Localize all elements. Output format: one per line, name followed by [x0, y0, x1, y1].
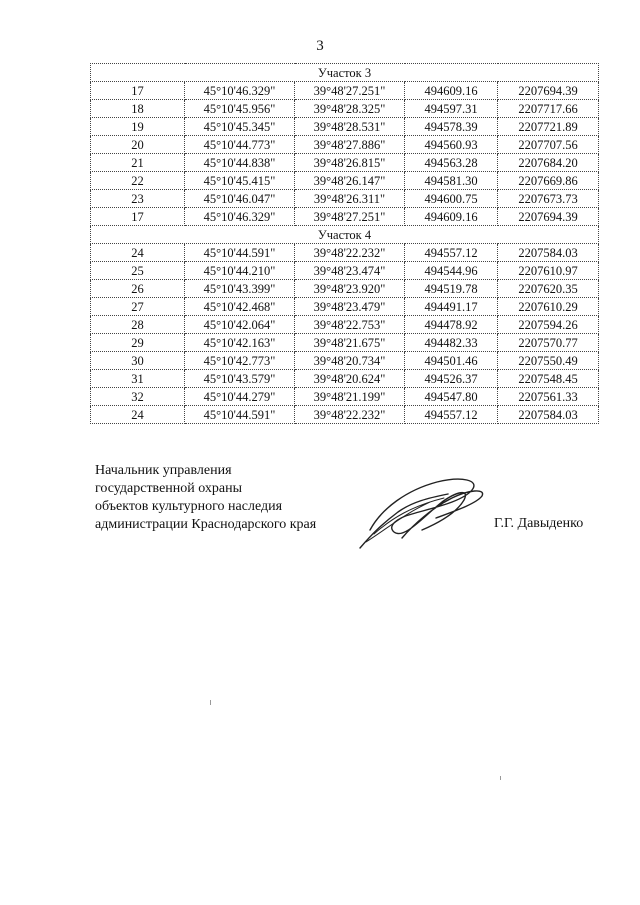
latitude-cell: 45°10'44.279" — [185, 388, 295, 406]
point-number-cell: 20 — [91, 136, 185, 154]
x-coordinate-cell: 494482.33 — [405, 334, 498, 352]
longitude-cell: 39°48'20.624" — [295, 370, 405, 388]
table-row — [91, 208, 599, 226]
y-coordinate-cell: 2207561.33 — [498, 388, 599, 406]
longitude-cell: 39°48'22.753" — [295, 316, 405, 334]
longitude-cell: 39°48'26.147" — [295, 172, 405, 190]
y-coordinate-cell: 2207707.56 — [498, 136, 599, 154]
latitude-cell: 45°10'44.773" — [185, 136, 295, 154]
longitude-cell: 39°48'27.251" — [295, 208, 405, 226]
page-number: 3 — [316, 38, 324, 54]
y-coordinate-cell: 2207721.89 — [498, 118, 599, 136]
table-row — [91, 352, 599, 370]
point-number-cell: 18 — [91, 100, 185, 118]
section-title: Участок 3 — [91, 64, 599, 82]
handwritten-signature — [352, 468, 492, 558]
y-coordinate-cell: 2207694.39 — [498, 208, 599, 226]
latitude-cell: 45°10'42.064" — [185, 316, 295, 334]
table-row — [91, 316, 599, 334]
longitude-cell: 39°48'22.232" — [295, 406, 405, 424]
table-row — [91, 244, 599, 262]
longitude-cell: 39°48'23.474" — [295, 262, 405, 280]
x-coordinate-cell: 494557.12 — [405, 406, 498, 424]
x-coordinate-cell: 494560.93 — [405, 136, 498, 154]
longitude-cell: 39°48'23.479" — [295, 298, 405, 316]
y-coordinate-cell: 2207594.26 — [498, 316, 599, 334]
latitude-cell: 45°10'44.591" — [185, 244, 295, 262]
section-header-row — [91, 64, 599, 82]
table-row — [91, 406, 599, 424]
x-coordinate-cell: 494547.80 — [405, 388, 498, 406]
position-line: Начальник управления — [95, 463, 232, 478]
longitude-cell: 39°48'22.232" — [295, 244, 405, 262]
y-coordinate-cell: 2207610.29 — [498, 298, 599, 316]
latitude-cell: 45°10'44.838" — [185, 154, 295, 172]
position-line: объектов культурного наследия — [95, 499, 283, 514]
latitude-cell: 45°10'46.329" — [185, 208, 295, 226]
y-coordinate-cell: 2207669.86 — [498, 172, 599, 190]
point-number-cell: 31 — [91, 370, 185, 388]
longitude-cell: 39°48'20.734" — [295, 352, 405, 370]
x-coordinate-cell: 494557.12 — [405, 244, 498, 262]
point-number-cell: 29 — [91, 334, 185, 352]
point-number-cell: 25 — [91, 262, 185, 280]
latitude-cell: 45°10'42.468" — [185, 298, 295, 316]
x-coordinate-cell: 494563.28 — [405, 154, 498, 172]
latitude-cell: 45°10'45.415" — [185, 172, 295, 190]
y-coordinate-cell: 2207610.97 — [498, 262, 599, 280]
x-coordinate-cell: 494597.31 — [405, 100, 498, 118]
table-row — [91, 190, 599, 208]
longitude-cell: 39°48'28.531" — [295, 118, 405, 136]
table-row — [91, 280, 599, 298]
x-coordinate-cell: 494491.17 — [405, 298, 498, 316]
longitude-cell: 39°48'27.251" — [295, 82, 405, 100]
x-coordinate-cell: 494501.46 — [405, 352, 498, 370]
point-number-cell: 22 — [91, 172, 185, 190]
x-coordinate-cell: 494609.16 — [405, 82, 498, 100]
latitude-cell: 45°10'42.163" — [185, 334, 295, 352]
point-number-cell: 23 — [91, 190, 185, 208]
coordinates-table — [90, 63, 599, 424]
latitude-cell: 45°10'46.047" — [185, 190, 295, 208]
longitude-cell: 39°48'26.815" — [295, 154, 405, 172]
latitude-cell: 45°10'45.345" — [185, 118, 295, 136]
longitude-cell: 39°48'28.325" — [295, 100, 405, 118]
signer-name: Г.Г. Давыденко — [494, 516, 584, 531]
y-coordinate-cell: 2207694.39 — [498, 82, 599, 100]
y-coordinate-cell: 2207684.20 — [498, 154, 599, 172]
position-line: администрации Краснодарского края — [95, 517, 317, 532]
point-number-cell: 24 — [91, 244, 185, 262]
table-row — [91, 388, 599, 406]
latitude-cell: 45°10'42.773" — [185, 352, 295, 370]
x-coordinate-cell: 494544.96 — [405, 262, 498, 280]
point-number-cell: 17 — [91, 208, 185, 226]
point-number-cell: 26 — [91, 280, 185, 298]
table-row — [91, 100, 599, 118]
y-coordinate-cell: 2207673.73 — [498, 190, 599, 208]
point-number-cell: 32 — [91, 388, 185, 406]
point-number-cell: 17 — [91, 82, 185, 100]
section-title: Участок 4 — [91, 226, 599, 244]
table-row — [91, 82, 599, 100]
y-coordinate-cell: 2207550.49 — [498, 352, 599, 370]
table-row — [91, 334, 599, 352]
longitude-cell: 39°48'23.920" — [295, 280, 405, 298]
y-coordinate-cell: 2207584.03 — [498, 244, 599, 262]
x-coordinate-cell: 494578.39 — [405, 118, 498, 136]
table-row — [91, 154, 599, 172]
longitude-cell: 39°48'26.311" — [295, 190, 405, 208]
x-coordinate-cell: 494478.92 — [405, 316, 498, 334]
table-row — [91, 118, 599, 136]
latitude-cell: 45°10'43.579" — [185, 370, 295, 388]
table-row — [91, 298, 599, 316]
longitude-cell: 39°48'27.886" — [295, 136, 405, 154]
y-coordinate-cell: 2207717.66 — [498, 100, 599, 118]
table-row — [91, 262, 599, 280]
y-coordinate-cell: 2207570.77 — [498, 334, 599, 352]
table-row — [91, 370, 599, 388]
signatory-position — [95, 462, 316, 534]
x-coordinate-cell: 494519.78 — [405, 280, 498, 298]
point-number-cell: 27 — [91, 298, 185, 316]
position-line: государственной охраны — [95, 481, 243, 496]
point-number-cell: 24 — [91, 406, 185, 424]
scan-speck — [210, 700, 211, 705]
y-coordinate-cell: 2207548.45 — [498, 370, 599, 388]
section-header-row — [91, 226, 599, 244]
scan-speck — [500, 776, 501, 780]
x-coordinate-cell: 494609.16 — [405, 208, 498, 226]
longitude-cell: 39°48'21.675" — [295, 334, 405, 352]
x-coordinate-cell: 494581.30 — [405, 172, 498, 190]
coordinates-table-body — [91, 64, 599, 424]
point-number-cell: 21 — [91, 154, 185, 172]
table-row — [91, 172, 599, 190]
x-coordinate-cell: 494526.37 — [405, 370, 498, 388]
latitude-cell: 45°10'45.956" — [185, 100, 295, 118]
y-coordinate-cell: 2207620.35 — [498, 280, 599, 298]
x-coordinate-cell: 494600.75 — [405, 190, 498, 208]
y-coordinate-cell: 2207584.03 — [498, 406, 599, 424]
point-number-cell: 19 — [91, 118, 185, 136]
latitude-cell: 45°10'43.399" — [185, 280, 295, 298]
latitude-cell: 45°10'44.591" — [185, 406, 295, 424]
point-number-cell: 30 — [91, 352, 185, 370]
table-row — [91, 136, 599, 154]
latitude-cell: 45°10'46.329" — [185, 82, 295, 100]
longitude-cell: 39°48'21.199" — [295, 388, 405, 406]
point-number-cell: 28 — [91, 316, 185, 334]
latitude-cell: 45°10'44.210" — [185, 262, 295, 280]
